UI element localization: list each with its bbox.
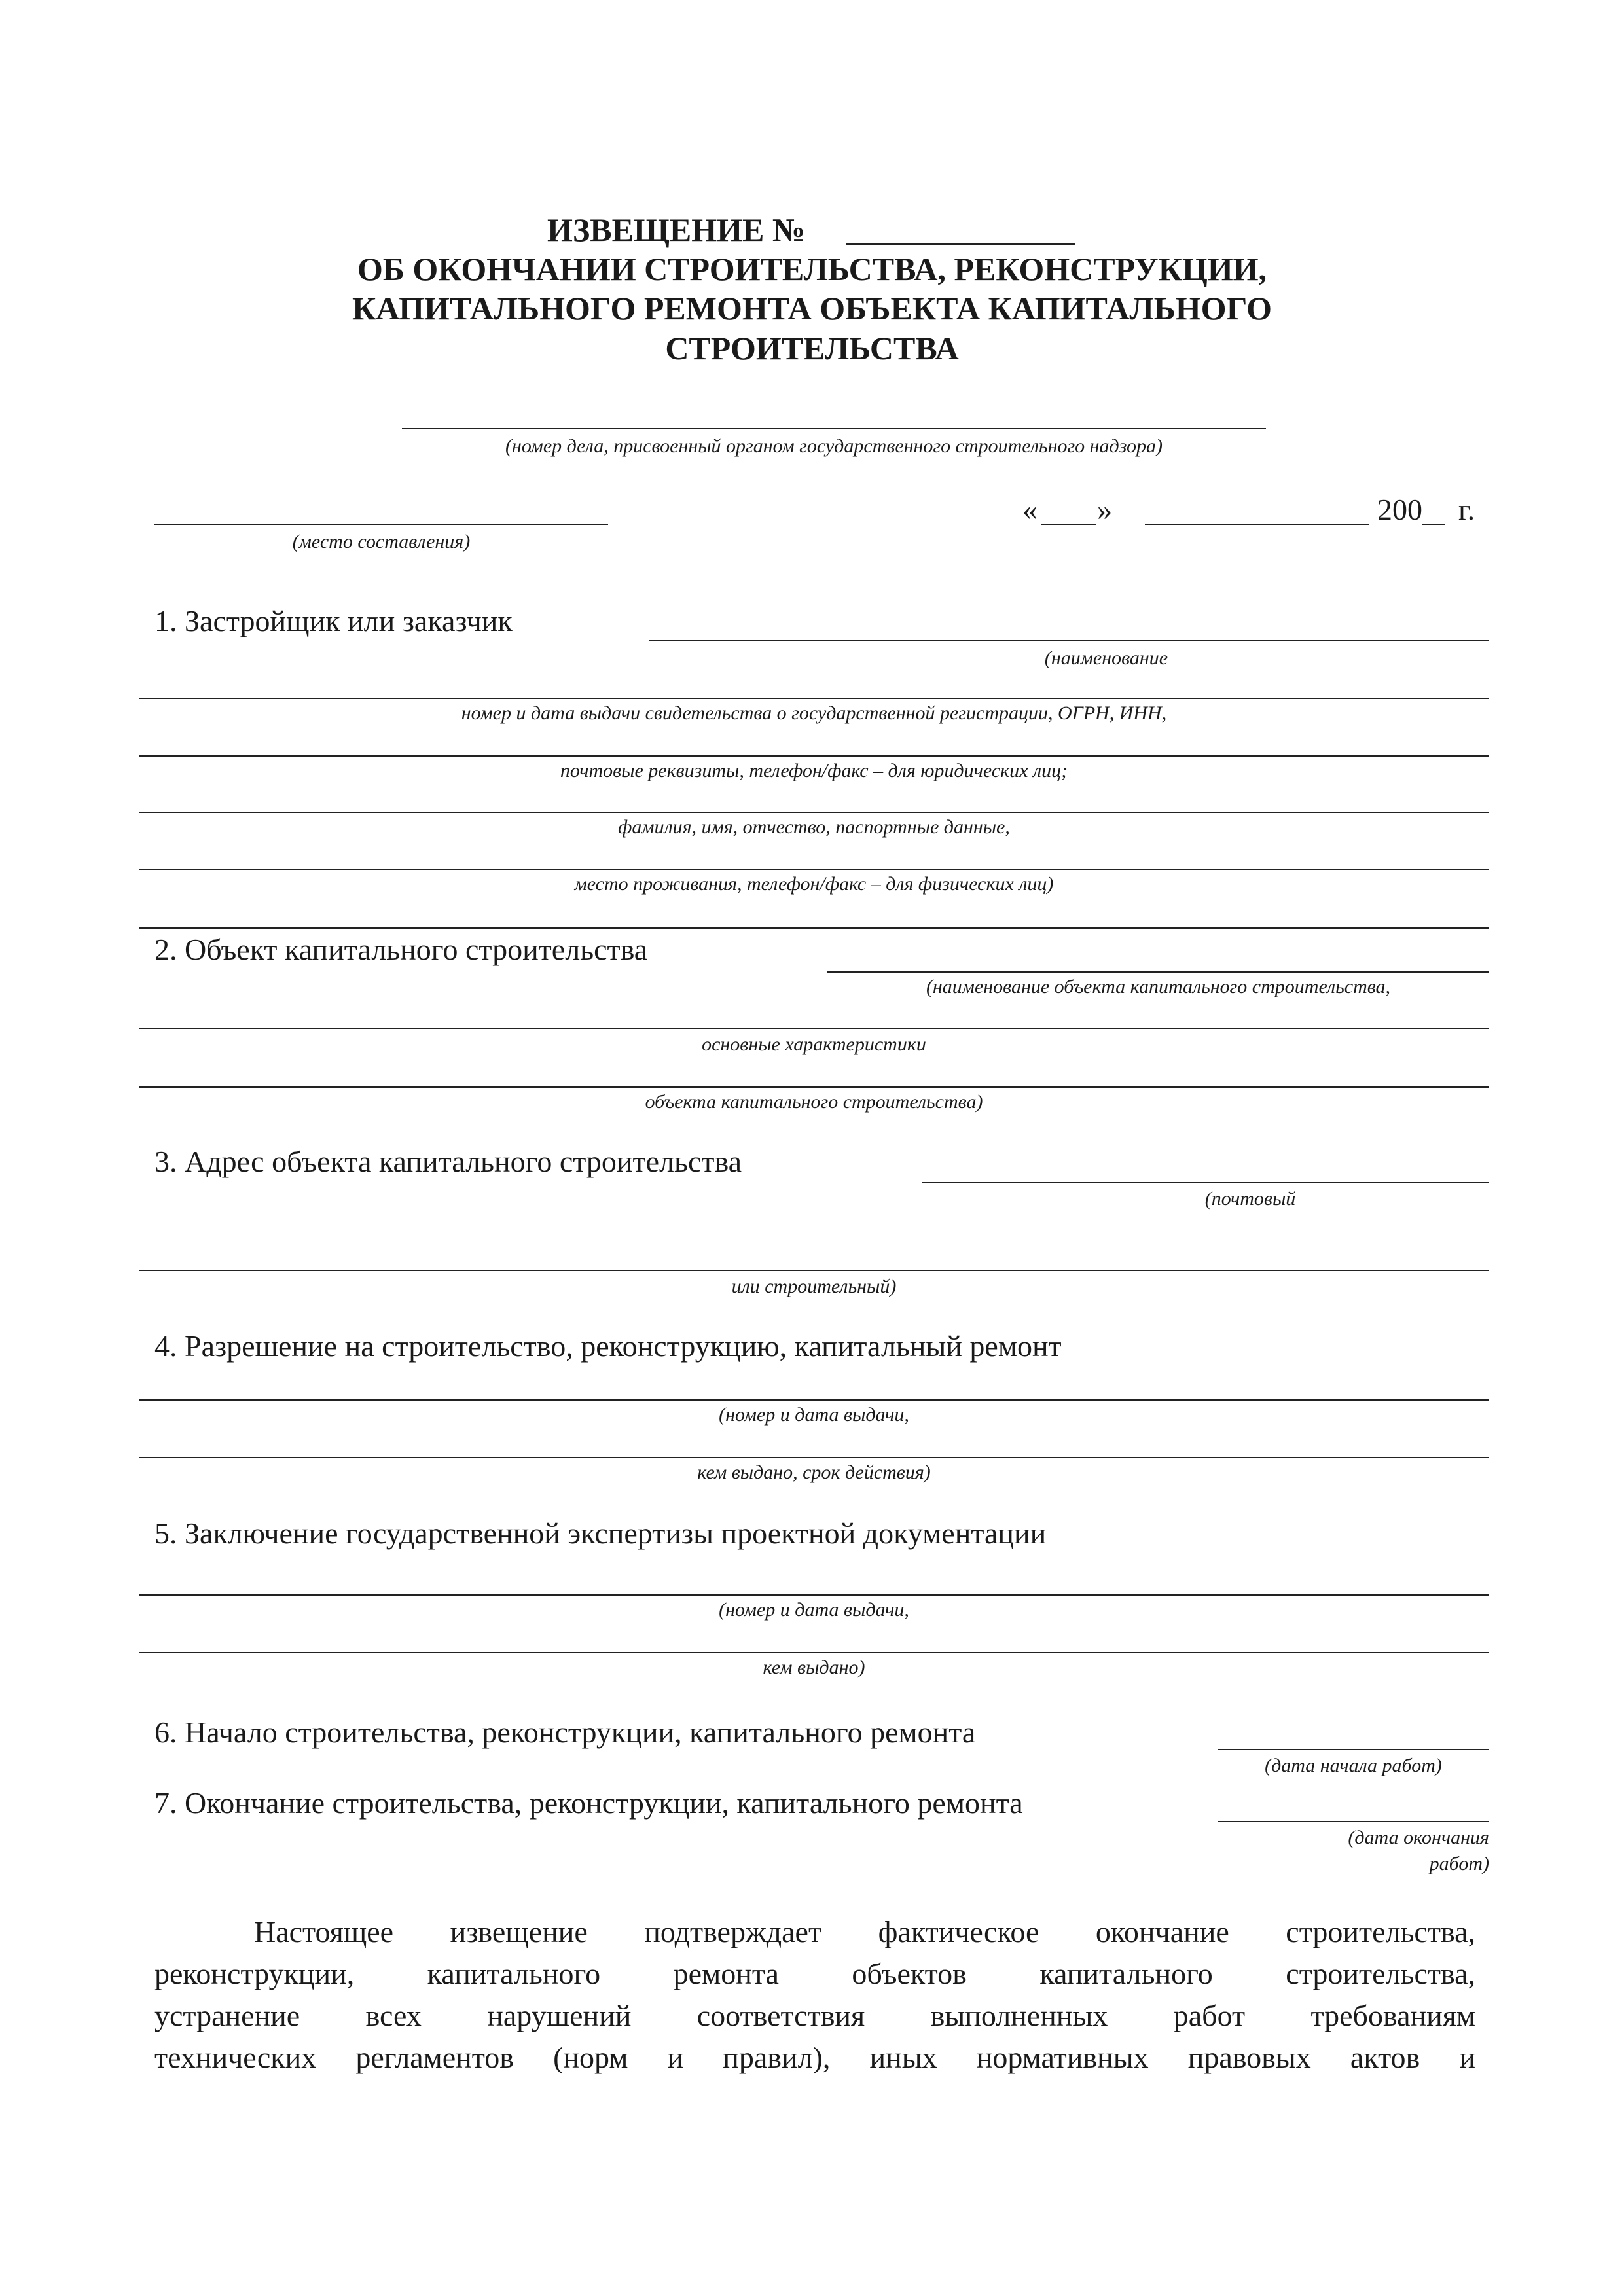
date-open-quote: «: [1022, 493, 1038, 526]
section-1-caption-5: место проживания, телефон/факс – для физических лиц): [574, 873, 1054, 895]
paragraph-line-1: Настоящее извещение подтверждает фактическое окончание строительства,: [254, 1915, 1475, 1948]
date-year-prefix: 200: [1377, 493, 1422, 526]
section-4-line-2[interactable]: [139, 1457, 1489, 1458]
section-5-line-1[interactable]: [139, 1594, 1489, 1596]
section-1-caption-3: почтовые реквизиты, телефон/факс – для юридических лиц;: [560, 760, 1068, 781]
section-5-label: 5. Заключение государственной экспертизы проектной документации: [154, 1516, 1047, 1550]
section-3-field[interactable]: [922, 1182, 1489, 1183]
paragraph-line-3: устранение всех нарушений соответствия выполненных работ требованиям: [154, 1999, 1475, 2032]
section-7-caption-1: (дата окончания: [1348, 1827, 1489, 1848]
paragraph-line-2: реконструкции, капитального ремонта объектов капитального строительства,: [154, 1957, 1475, 1990]
section-6-caption: (дата начала работ): [1265, 1755, 1442, 1776]
date-year-suffix: г.: [1458, 493, 1475, 526]
section-2-caption-1: (наименование объекта капитального строительства,: [926, 976, 1391, 997]
work-end-date-field[interactable]: [1218, 1821, 1489, 1822]
notice-title: ИЗВЕЩЕНИЕ №: [547, 211, 806, 248]
section-1-line-2[interactable]: [139, 698, 1489, 699]
place-caption: (место составления): [292, 531, 471, 552]
section-2-label: 2. Объект капитального строительства: [154, 933, 648, 966]
section-1-label: 1. Застройщик или заказчик: [154, 604, 513, 637]
notice-subtitle-line-2: КАПИТАЛЬНОГО РЕМОНТА ОБЪЕКТА КАПИТАЛЬНОГО: [352, 290, 1272, 327]
section-3-caption-1: (почтовый: [1204, 1188, 1296, 1210]
section-5-caption-2: кем выдано): [763, 1657, 865, 1678]
section-1-line-5[interactable]: [139, 869, 1489, 870]
section-3-caption-2: или строительный): [731, 1276, 897, 1297]
section-4-label: 4. Разрешение на строительство, реконструкцию, капитальный ремонт: [154, 1329, 1062, 1363]
section-1-line-4[interactable]: [139, 812, 1489, 813]
date-month-field[interactable]: [1145, 524, 1369, 525]
section-1-line-3[interactable]: [139, 755, 1489, 757]
section-1-field[interactable]: [649, 640, 1489, 641]
section-2-caption-3: объекта капитального строительства): [645, 1091, 983, 1113]
section-2-caption-2: основные характеристики: [702, 1033, 926, 1055]
section-2-line-3[interactable]: [139, 1086, 1489, 1088]
paragraph-line-4: технических регламентов (норм и правил), иных нормативных правовых актов и: [154, 2041, 1475, 2074]
date-day-field[interactable]: [1041, 524, 1096, 525]
section-3-label: 3. Адрес объекта капитального строительства: [154, 1145, 742, 1178]
section-1-caption-2: номер и дата выдачи свидетельства о государственной регистрации, ОГРН, ИНН,: [461, 702, 1167, 724]
section-1-caption-1: (наименование: [1044, 647, 1168, 669]
section-6-label: 6. Начало строительства, реконструкции, капитального ремонта: [154, 1715, 976, 1749]
section-4-line-1[interactable]: [139, 1399, 1489, 1401]
date-year-field[interactable]: [1422, 524, 1445, 525]
case-number-caption: (номер дела, присвоенный органом государственного строительного надзора): [505, 435, 1163, 457]
section-1-line-6[interactable]: [139, 927, 1489, 929]
section-7-label: 7. Окончание строительства, реконструкции, капитального ремонта: [154, 1786, 1023, 1820]
section-3-line-2[interactable]: [139, 1270, 1489, 1271]
notice-number-field[interactable]: [846, 243, 1075, 245]
notice-subtitle-line-1: ОБ ОКОНЧАНИИ СТРОИТЕЛЬСТВА, РЕКОНСТРУКЦИИ,: [357, 251, 1267, 287]
section-7-caption-2: работ): [1429, 1853, 1489, 1874]
section-2-field[interactable]: [827, 971, 1489, 973]
section-1-caption-4: фамилия, имя, отчество, паспортные данные,: [618, 816, 1010, 838]
section-4-caption-1: (номер и дата выдачи,: [719, 1404, 909, 1426]
notice-subtitle-line-3: СТРОИТЕЛЬСТВА: [665, 330, 959, 367]
work-start-date-field[interactable]: [1218, 1749, 1489, 1750]
section-2-line-2[interactable]: [139, 1028, 1489, 1029]
place-field[interactable]: [154, 524, 608, 525]
case-number-field[interactable]: [402, 428, 1266, 429]
confirmation-paragraph: [154, 1911, 1475, 2079]
section-5-line-2[interactable]: [139, 1652, 1489, 1653]
section-5-caption-1: (номер и дата выдачи,: [719, 1599, 909, 1621]
section-4-caption-2: кем выдано, срок действия): [697, 1462, 931, 1483]
date-close-quote: »: [1097, 493, 1112, 526]
